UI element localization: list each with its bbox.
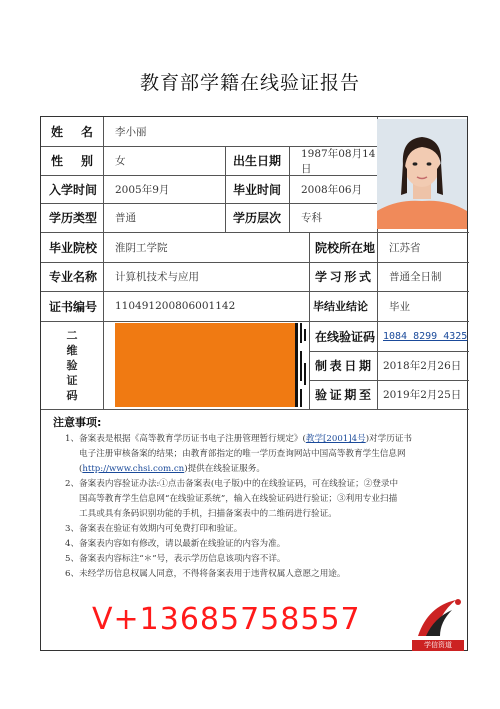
note-item: 5、备案表内容标注“＊”号，表示学历信息该项内容不详。 — [65, 554, 286, 564]
name-label: 姓 名 — [51, 125, 93, 139]
regulation-link[interactable]: 教学[2001]4号 — [305, 434, 366, 444]
cert-no-label: 证书编号 — [49, 299, 98, 314]
verify-code-link[interactable]: 1084 8299 4325 — [383, 330, 468, 342]
note-item: 3、备案表在验证有效期内可免费打印和验证。 — [65, 524, 243, 534]
note-item-line: 电子注册审核备案的结果；由教育部指定的唯一学历查询网站中国高等教育学生信息网 — [79, 449, 406, 459]
note-item: 1、备案表是根据《高等教育学历证书电子注册管理暂行规定》(教学[2001]4号)对学历证书 — [65, 434, 413, 444]
report-title: 教育部学籍在线验证报告 — [139, 72, 360, 94]
school-label: 毕业院校 — [49, 240, 98, 255]
edu-level-label: 学历层次 — [233, 211, 282, 225]
study-form-label: 学 习 形 式 — [315, 270, 371, 284]
enroll-date-label: 入学时间 — [49, 182, 98, 197]
contact-watermark: V+13685758557 — [92, 602, 361, 637]
grad-date-value: 2008年06月 — [301, 183, 363, 196]
verify-code-label: 在线验证码 — [315, 329, 376, 344]
school-location-value: 江苏省 — [389, 241, 421, 254]
qr-code-edge — [295, 323, 307, 407]
table-date-label: 制 表 日 期 — [315, 359, 371, 373]
major-value: 计算机技术与应用 — [115, 271, 199, 283]
study-form-value: 普通全日制 — [389, 271, 442, 283]
note-item: 2、备案表内容验证办法:①点击备案表(电子版)中的在线验证码，可在线验证；②登录中 — [65, 479, 399, 489]
notes-title: 注意事项: — [53, 416, 102, 429]
portrait-image — [377, 119, 467, 229]
conclusion-label: 毕结业结论 — [313, 300, 368, 313]
school-value: 淮阴工学院 — [115, 241, 168, 254]
note-item: 4、备案表内容如有修改，请以最新在线验证的内容为准。 — [65, 539, 286, 549]
gender-value: 女 — [115, 155, 126, 167]
verification-table — [40, 116, 468, 651]
major-label: 专业名称 — [49, 270, 98, 284]
edu-level-value: 专科 — [301, 212, 322, 224]
brand-logo-text: 学信资道 — [412, 640, 464, 651]
school-location-label: 院校所在地 — [315, 240, 376, 255]
name-value: 李小丽 — [115, 126, 147, 138]
table-date-value: 2018年2月26日 — [383, 360, 462, 372]
birth-date-value: 1987年08月14日 — [301, 147, 376, 175]
brand-logo-icon — [408, 596, 464, 642]
note-item-line: 国高等教育学生信息网“在线验证系统”，输入在线验证码进行验证；③利用专业扫描 — [79, 494, 398, 504]
note-item-line: (http://www.chsi.com.cn)提供在线验证服务。 — [79, 464, 265, 474]
student-photo — [377, 119, 467, 229]
cert-no-value: 110491200806001142 — [115, 300, 236, 312]
gender-label: 性 别 — [51, 154, 93, 168]
chsi-link[interactable]: http://www.chsi.com.cn — [82, 464, 185, 474]
deadline-label: 验 证 期 至 — [315, 388, 371, 402]
note-item-line: 工具或具有条码识别功能的手机，扫描备案表中的二维码进行验证。 — [79, 509, 337, 519]
edu-type-value: 普通 — [115, 212, 136, 224]
birth-date-label: 出生日期 — [233, 154, 282, 168]
edu-type-label: 学历类型 — [49, 211, 98, 225]
grad-date-label: 毕业时间 — [233, 182, 282, 197]
redacted-qr-code — [115, 323, 295, 407]
note-item: 6、未经学历信息权属人同意，不得将备案表用于违背权属人意愿之用途。 — [65, 569, 346, 579]
deadline-value: 2019年2月25日 — [383, 389, 462, 401]
notes-section — [53, 415, 461, 582]
qr-code-label: 二 维 验 证 码 — [66, 328, 78, 402]
conclusion-value: 毕业 — [389, 300, 410, 313]
enroll-date-value: 2005年9月 — [115, 183, 170, 196]
